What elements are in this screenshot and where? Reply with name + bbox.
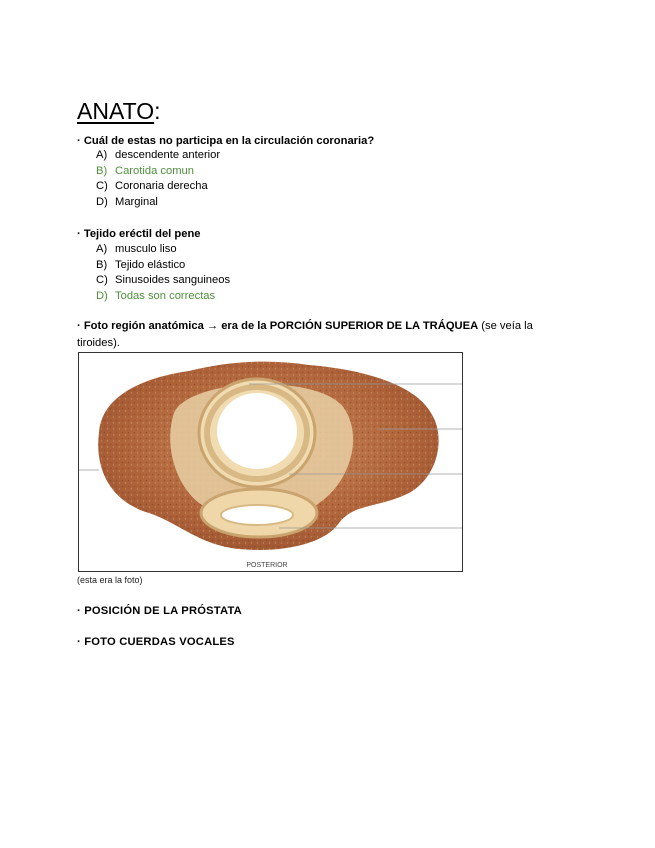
option-text: descendente anterior — [115, 149, 221, 161]
title-colon: : — [154, 98, 161, 124]
figure-caption: (esta era la foto) — [77, 575, 143, 585]
page-title — [77, 97, 161, 125]
photo-question-rest: (se veía la tiroides). — [77, 320, 533, 349]
question-2-prompt: · Tejido eréctil del pene — [77, 228, 201, 240]
question-1-option-c — [96, 179, 220, 195]
option-text: Tejido elástico — [115, 258, 186, 271]
option-letter: A) — [96, 149, 108, 161]
trachea-illustration — [79, 353, 462, 571]
question-1-option-a — [96, 148, 220, 164]
option-letter: D) — [96, 195, 108, 208]
question-2-option-a — [96, 242, 230, 258]
question-1-option-d — [96, 195, 220, 211]
title-text: ANATO — [77, 98, 155, 124]
option-letter: C) — [96, 274, 108, 287]
option-letter: D) — [96, 289, 108, 302]
option-text: Todas son correctas — [115, 289, 216, 302]
trachea-cross-section-photo — [78, 352, 463, 572]
photo-question — [77, 318, 567, 352]
question-2-option-b — [96, 258, 230, 274]
figure-label-posterior: POSTERIOR — [246, 562, 288, 569]
option-text: Carotida comun — [115, 164, 194, 177]
question-2-options — [96, 242, 230, 304]
option-text: musculo liso — [115, 243, 177, 255]
option-letter: C) — [96, 180, 108, 193]
option-text: Sinusoides sanguineos — [115, 274, 231, 287]
option-letter: B) — [96, 164, 108, 177]
question-1-options — [96, 148, 220, 210]
heading-vocal-cords: · FOTO CUERDAS VOCALES — [77, 636, 235, 648]
photo-question-lead: · Foto región anatómica → era de la PORCIÓN SUPERIOR DE LA TRÁQUEA — [77, 320, 479, 332]
question-2-option-c — [96, 273, 230, 289]
option-text: Marginal — [115, 195, 158, 208]
heading-prostate: · POSICIÓN DE LA PRÓSTATA — [77, 605, 242, 617]
option-text: Coronaria derecha — [115, 180, 208, 193]
option-letter: B) — [96, 258, 108, 271]
question-1-prompt: · Cuál de estas no participa en la circulación coronaria? — [77, 135, 375, 147]
question-1-option-b — [96, 164, 220, 180]
option-letter: A) — [96, 243, 108, 255]
question-2-option-d — [96, 289, 230, 305]
